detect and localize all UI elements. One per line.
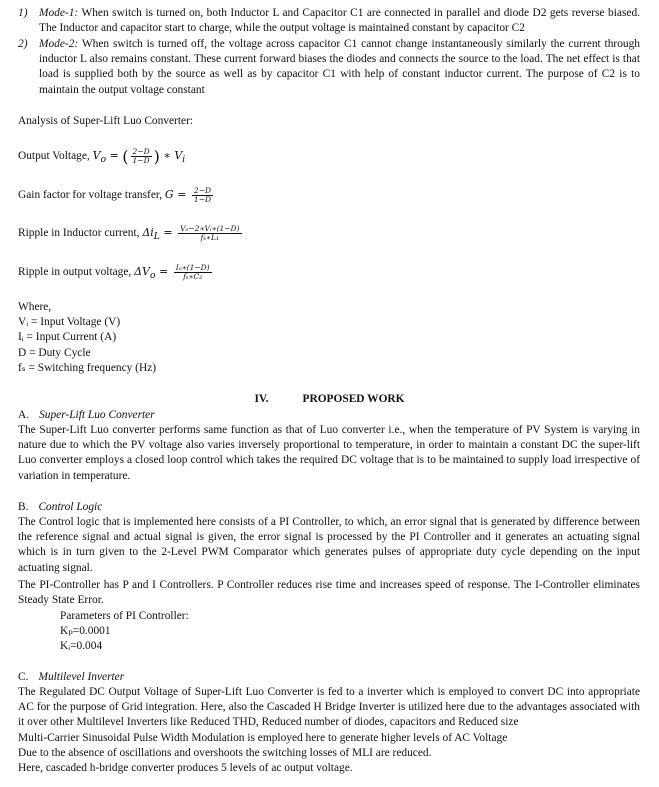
- text-line: Multi-Carrier Sinusoidal Pulse Width Modulation is employed here to generate higher levels of AC Voltage: [18, 732, 508, 744]
- section-title: PROPOSED WORK: [302, 393, 405, 405]
- mode-label: Mode-2:: [39, 38, 79, 50]
- section-heading: [0, 392, 659, 407]
- subsection-b-body-2: The PI-Controller has P and I Controllers. P Controller reduces rise time and increases speed of response. The I-Controller eliminates Steady State Error.: [18, 579, 640, 607]
- where-item: Vᵢ = Input Voltage (V): [18, 316, 121, 329]
- fraction: $\frac{2-D}{1-D}$: [132, 147, 150, 165]
- subsection-a-body: The Super-Lift Luo converter performs same function as that of Luo converter i.e., when the temperature of PV System is varying in nature due to which the PV voltage also varies inversely proportional to temperature, in order to maintain a constant DC the super-lift Luo converter employs a closed loop control which takes the required DC voltage that is to be maintained to supply load irrespective of variation in temperature.: [18, 424, 640, 482]
- pi-parameter-kp: Kₚ=0.0001: [60, 625, 111, 638]
- list-number: 1): [18, 7, 28, 19]
- fraction: $\frac{\text{Iₒ∗(1−D)}}{\text{fₛ∗C₂}}$: [175, 263, 210, 281]
- subsection-b-body: The Control logic that is implemented here consists of a PI Controller, to which, an error signal that is generated by difference between the reference signal and actual signal is given, the error signal is processed by the PI Controller and it generates an actuating signal which is in turn given to the 2-Level PWM Comparator which generates pulses of appropriate duty cycle depending on the input actuating signal.: [18, 516, 640, 574]
- analysis-heading: Analysis of Super-Lift Luo Converter:: [18, 115, 194, 127]
- where-item: D = Duty Cycle: [18, 346, 91, 359]
- list-number: 2): [18, 38, 28, 50]
- list-item-mode-2: [18, 37, 640, 98]
- mode-text: When switch is turned on, both Inductor L and Capacitor C1 are connected in parallel and diode D2 gets reverse biased. The Inductor and capacitor start to charge, while the output voltage is maintained constant by capacitor C2: [39, 7, 640, 35]
- where-block: [18, 300, 640, 376]
- equation-ripple-voltage: Ripple in output voltage, $\Delta V_o$ = $\frac{\text{Iₒ∗(1−D)}}{\text{fₛ∗C₂}}$: [18, 263, 210, 282]
- pi-parameters-title: Parameters of PI Controller:: [60, 610, 189, 622]
- fraction: $\frac{\text{Vₒ−2∗Vᵢ∗(1−D)}}{\text{fₛ∗L₁}}$: [180, 224, 240, 242]
- subsection-a-heading: A. Super-Lift Luo Converter: [18, 409, 155, 421]
- pi-parameter-ki: Kᵢ=0.004: [60, 640, 103, 653]
- fraction: $\frac{2-D}{1-D}$: [193, 186, 211, 204]
- pi-parameters: [18, 609, 640, 655]
- subsection-b-heading: B. Control Logic: [18, 501, 103, 513]
- where-item: fₛ = Switching frequency (Hz): [18, 361, 157, 374]
- mode-label: Mode-1:: [39, 7, 79, 19]
- where-item: Iᵢ = Input Current (A): [18, 331, 117, 344]
- section-number: IV.: [254, 393, 269, 405]
- subsection-c-lines: [18, 731, 640, 777]
- mode-text: When switch is turned off, the voltage across capacitor C1 cannot change instantaneously similarly the current through inductor L also remains constant. These current forward biases the diodes and connects the source to the load. The net effect is that load is supplied both by the source as well as by capacitor C1 with help of constant inductor current. The purpose of C2 is to maintain the output voltage constant: [39, 38, 640, 96]
- where-title: Where,: [18, 301, 52, 313]
- equation-ripple-current: Ripple in Inductor current, $\Delta i_L$ = $\frac{\text{Vₒ−2∗Vᵢ∗(1−D)}}{\text{fₛ∗L₁}}$: [18, 224, 240, 243]
- equation-gain: Gain factor for voltage transfer, G = $\frac{2-D}{1-D}$: [18, 186, 211, 204]
- text-line: Here, cascaded h-bridge converter produces 5 levels of ac output voltage.: [18, 762, 353, 775]
- subsection-c-body: The Regulated DC Output Voltage of Super-Lift Luo Converter is fed to a inverter which is employed to convert DC into appropriate AC for the purpose of Grid integration. Here, also the Cascaded H Bridge Inverter is utilized here due to the advantages associated with it over other Multilevel Inverters like Reduced THD, Reduced number of diodes, capacitors and Reduced size: [18, 686, 640, 729]
- text-line: Due to the absence of oscillations and overshoots the switching losses of MLI are reduced.: [18, 747, 432, 760]
- list-item-mode-1: [18, 6, 640, 36]
- equation-output-voltage: Output Voltage, $V_o$ = ( $\frac{2-D}{1-D}$ ) ∗ $V_i$: [18, 146, 186, 166]
- subsection-c-heading: C. Multilevel Inverter: [18, 671, 125, 683]
